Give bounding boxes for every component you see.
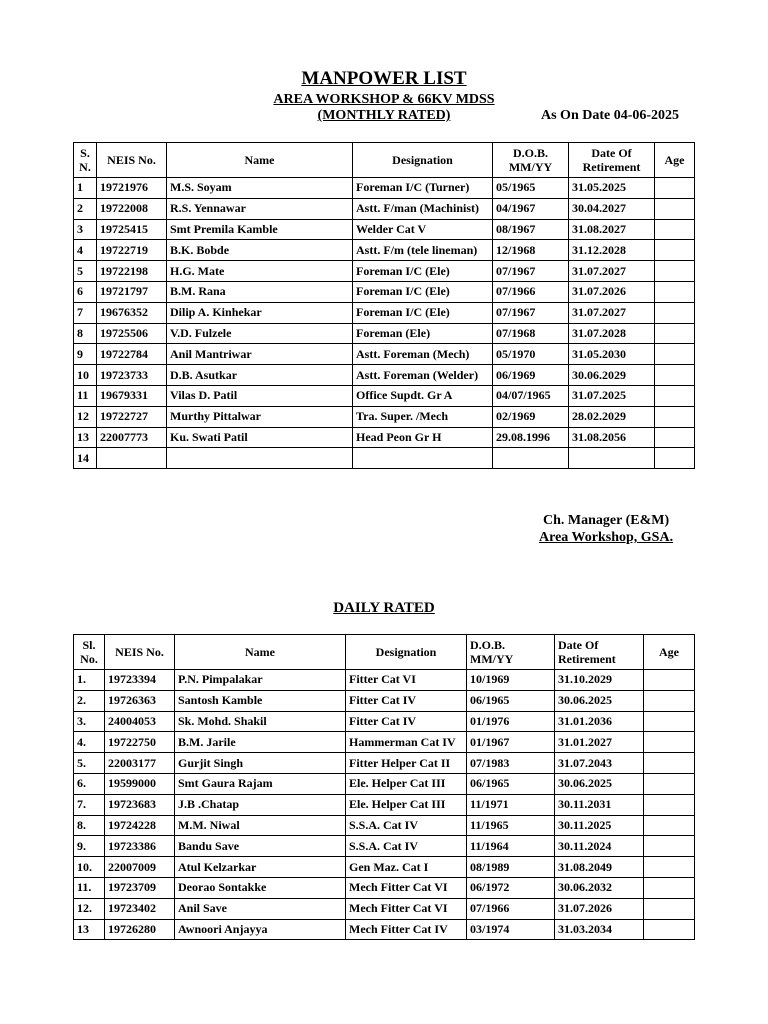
cell-designation: Fitter Helper Cat II bbox=[346, 753, 467, 774]
cell-age bbox=[644, 877, 695, 898]
signature-designation: Ch. Manager (E&M) bbox=[543, 513, 670, 528]
cell-dob: 06/1972 bbox=[467, 877, 555, 898]
cell-retirement-date: 31.07.2043 bbox=[555, 753, 644, 774]
cell-dob bbox=[493, 448, 569, 469]
cell-designation: S.S.A. Cat IV bbox=[346, 836, 467, 857]
cell-dob: 05/1970 bbox=[493, 344, 569, 365]
cell-dob: 07/1983 bbox=[467, 753, 555, 774]
cell-retirement-date: 31.07.2026 bbox=[569, 281, 655, 302]
cell-retirement-date: 31.07.2025 bbox=[569, 385, 655, 406]
column-header-age: Age bbox=[644, 635, 695, 670]
cell-designation: Hammerman Cat IV bbox=[346, 732, 467, 753]
cell-sn: 1 bbox=[74, 178, 97, 199]
column-header-designation: Designation bbox=[353, 143, 493, 178]
cell-sn: 6. bbox=[74, 773, 105, 794]
cell-age bbox=[655, 240, 695, 261]
cell-dob: 07/1966 bbox=[493, 281, 569, 302]
cell-designation: Foreman I/C (Ele) bbox=[353, 302, 493, 323]
cell-sn: 2. bbox=[74, 690, 105, 711]
cell-sn: 2 bbox=[74, 198, 97, 219]
cell-sn: 3 bbox=[74, 219, 97, 240]
cell-name: Deorao Sontakke bbox=[175, 877, 346, 898]
column-header-designation: Designation bbox=[346, 635, 467, 670]
cell-name bbox=[167, 448, 353, 469]
cell-dob: 01/1967 bbox=[467, 732, 555, 753]
table-row bbox=[74, 323, 695, 344]
cell-designation: Gen Maz. Cat I bbox=[346, 857, 467, 878]
cell-neis-no: 22007009 bbox=[105, 857, 175, 878]
cell-name: Murthy Pittalwar bbox=[167, 406, 353, 427]
cell-designation: S.S.A. Cat IV bbox=[346, 815, 467, 836]
cell-dob: 10/1969 bbox=[467, 670, 555, 691]
cell-dob: 08/1989 bbox=[467, 857, 555, 878]
cell-neis-no: 22007773 bbox=[97, 427, 167, 448]
cell-age bbox=[655, 323, 695, 344]
table-row bbox=[74, 261, 695, 282]
cell-neis-no: 19722198 bbox=[97, 261, 167, 282]
column-header-neis: NEIS No. bbox=[97, 143, 167, 178]
table-header-row bbox=[74, 635, 695, 670]
cell-name: Anil Mantriwar bbox=[167, 344, 353, 365]
cell-designation: Head Peon Gr H bbox=[353, 427, 493, 448]
table-row bbox=[74, 240, 695, 261]
cell-sn: 7 bbox=[74, 302, 97, 323]
cell-sn: 11. bbox=[74, 877, 105, 898]
cell-neis-no: 19722719 bbox=[97, 240, 167, 261]
column-header-neis: NEIS No. bbox=[105, 635, 175, 670]
cell-sn: 8. bbox=[74, 815, 105, 836]
table-row bbox=[74, 794, 695, 815]
cell-designation: Fitter Cat IV bbox=[346, 711, 467, 732]
cell-retirement-date: 31.05.2030 bbox=[569, 344, 655, 365]
cell-neis-no: 19676352 bbox=[97, 302, 167, 323]
cell-designation: Astt. F/m (tele lineman) bbox=[353, 240, 493, 261]
cell-retirement-date: 31.01.2036 bbox=[555, 711, 644, 732]
cell-dob: 06/1969 bbox=[493, 365, 569, 386]
cell-retirement-date: 31.07.2028 bbox=[569, 323, 655, 344]
cell-retirement-date: 31.07.2027 bbox=[569, 261, 655, 282]
page-subtitle: AREA WORKSHOP & 66KV MDSS bbox=[273, 92, 495, 107]
cell-designation: Astt. Foreman (Mech) bbox=[353, 344, 493, 365]
cell-age bbox=[644, 711, 695, 732]
cell-name: Bandu Save bbox=[175, 836, 346, 857]
cell-designation: Tra. Super. /Mech bbox=[353, 406, 493, 427]
table-row bbox=[74, 857, 695, 878]
cell-age bbox=[655, 198, 695, 219]
cell-designation: Foreman I/C (Ele) bbox=[353, 281, 493, 302]
cell-neis-no: 19722750 bbox=[105, 732, 175, 753]
cell-neis-no: 19723402 bbox=[105, 898, 175, 919]
table-row bbox=[74, 711, 695, 732]
column-header-dob: D.O.B. MM/YY bbox=[467, 635, 555, 670]
cell-age bbox=[644, 836, 695, 857]
cell-dob: 07/1967 bbox=[493, 261, 569, 282]
cell-retirement-date: 30.06.2025 bbox=[555, 690, 644, 711]
cell-age bbox=[644, 732, 695, 753]
table-row bbox=[74, 427, 695, 448]
cell-age bbox=[644, 919, 695, 940]
cell-retirement-date: 31.07.2027 bbox=[569, 302, 655, 323]
cell-neis-no: 19726280 bbox=[105, 919, 175, 940]
cell-name: B.K. Bobde bbox=[167, 240, 353, 261]
cell-age bbox=[655, 219, 695, 240]
cell-sn: 9. bbox=[74, 836, 105, 857]
cell-designation: Astt. Foreman (Welder) bbox=[353, 365, 493, 386]
cell-name: R.S. Yennawar bbox=[167, 198, 353, 219]
column-header-sl-no: Sl. No. bbox=[74, 635, 105, 670]
cell-dob: 05/1965 bbox=[493, 178, 569, 199]
cell-neis-no: 19724228 bbox=[105, 815, 175, 836]
cell-dob: 07/1967 bbox=[493, 302, 569, 323]
cell-name: D.B. Asutkar bbox=[167, 365, 353, 386]
cell-age bbox=[655, 448, 695, 469]
table-header-row bbox=[74, 143, 695, 178]
cell-retirement-date: 30.06.2032 bbox=[555, 877, 644, 898]
cell-retirement-date: 30.04.2027 bbox=[569, 198, 655, 219]
cell-designation: Welder Cat V bbox=[353, 219, 493, 240]
cell-neis-no: 19722008 bbox=[97, 198, 167, 219]
cell-name: Awnoori Anjayya bbox=[175, 919, 346, 940]
cell-dob: 07/1968 bbox=[493, 323, 569, 344]
cell-name: M.S. Soyam bbox=[167, 178, 353, 199]
cell-neis-no: 22003177 bbox=[105, 753, 175, 774]
cell-dob: 02/1969 bbox=[493, 406, 569, 427]
cell-neis-no: 19723709 bbox=[105, 877, 175, 898]
table-row bbox=[74, 753, 695, 774]
page-subtitle-rated: (MONTHLY RATED) bbox=[317, 108, 451, 123]
table-row bbox=[74, 281, 695, 302]
cell-neis-no: 19725415 bbox=[97, 219, 167, 240]
table-row bbox=[74, 732, 695, 753]
cell-neis-no: 19726363 bbox=[105, 690, 175, 711]
cell-neis-no: 19722727 bbox=[97, 406, 167, 427]
daily-rated-title: DAILY RATED bbox=[333, 600, 435, 616]
cell-sn: 11 bbox=[74, 385, 97, 406]
cell-sn: 9 bbox=[74, 344, 97, 365]
cell-dob: 03/1974 bbox=[467, 919, 555, 940]
cell-designation: Foreman (Ele) bbox=[353, 323, 493, 344]
cell-sn: 7. bbox=[74, 794, 105, 815]
cell-retirement-date: 31.08.2056 bbox=[569, 427, 655, 448]
column-header-dob: D.O.B. MM/YY bbox=[493, 143, 569, 178]
cell-dob: 06/1965 bbox=[467, 773, 555, 794]
cell-age bbox=[644, 753, 695, 774]
cell-age bbox=[655, 178, 695, 199]
cell-name: H.G. Mate bbox=[167, 261, 353, 282]
table-row bbox=[74, 670, 695, 691]
cell-age bbox=[644, 857, 695, 878]
as-on-date: As On Date 04-06-2025 bbox=[541, 108, 680, 123]
table-row bbox=[74, 690, 695, 711]
table-row bbox=[74, 773, 695, 794]
cell-dob: 04/1967 bbox=[493, 198, 569, 219]
cell-sn: 13 bbox=[74, 427, 97, 448]
cell-sn: 8 bbox=[74, 323, 97, 344]
cell-retirement-date: 30.11.2031 bbox=[555, 794, 644, 815]
table-row bbox=[74, 877, 695, 898]
cell-name: Dilip A. Kinhekar bbox=[167, 302, 353, 323]
cell-designation: Fitter Cat VI bbox=[346, 670, 467, 691]
column-header-sn: S. N. bbox=[74, 143, 97, 178]
cell-age bbox=[655, 281, 695, 302]
cell-retirement-date: 28.02.2029 bbox=[569, 406, 655, 427]
table-row bbox=[74, 815, 695, 836]
cell-name: Sk. Mohd. Shakil bbox=[175, 711, 346, 732]
table-row bbox=[74, 406, 695, 427]
cell-dob: 12/1968 bbox=[493, 240, 569, 261]
cell-name: P.N. Pimpalakar bbox=[175, 670, 346, 691]
column-header-name: Name bbox=[167, 143, 353, 178]
cell-retirement-date: 31.07.2026 bbox=[555, 898, 644, 919]
cell-retirement-date: 31.03.2034 bbox=[555, 919, 644, 940]
cell-name: Smt Gaura Rajam bbox=[175, 773, 346, 794]
cell-retirement-date: 31.12.2028 bbox=[569, 240, 655, 261]
cell-designation: Mech Fitter Cat VI bbox=[346, 898, 467, 919]
cell-designation: Mech Fitter Cat IV bbox=[346, 919, 467, 940]
cell-name: J.B .Chatap bbox=[175, 794, 346, 815]
cell-sn: 12 bbox=[74, 406, 97, 427]
cell-age bbox=[644, 815, 695, 836]
cell-dob: 07/1966 bbox=[467, 898, 555, 919]
table-row bbox=[74, 898, 695, 919]
cell-neis-no: 19721797 bbox=[97, 281, 167, 302]
cell-dob: 29.08.1996 bbox=[493, 427, 569, 448]
daily-rated-table bbox=[73, 634, 695, 940]
cell-name: B.M. Rana bbox=[167, 281, 353, 302]
cell-age bbox=[644, 670, 695, 691]
cell-neis-no: 19723683 bbox=[105, 794, 175, 815]
page-title: MANPOWER LIST bbox=[301, 68, 467, 89]
cell-retirement-date: 31.10.2029 bbox=[555, 670, 644, 691]
cell-neis-no: 19679331 bbox=[97, 385, 167, 406]
cell-name: Anil Save bbox=[175, 898, 346, 919]
table-row bbox=[74, 836, 695, 857]
column-header-retirement: Date Of Retirement bbox=[555, 635, 644, 670]
cell-sn: 10 bbox=[74, 365, 97, 386]
column-header-name: Name bbox=[175, 635, 346, 670]
cell-neis-no: 19725506 bbox=[97, 323, 167, 344]
cell-designation: Foreman I/C (Turner) bbox=[353, 178, 493, 199]
cell-age bbox=[655, 365, 695, 386]
cell-name: Vilas D. Patil bbox=[167, 385, 353, 406]
table-row bbox=[74, 919, 695, 940]
cell-designation bbox=[353, 448, 493, 469]
column-header-retirement: Date Of Retirement bbox=[569, 143, 655, 178]
cell-neis-no: 24004053 bbox=[105, 711, 175, 732]
cell-name: B.M. Jarile bbox=[175, 732, 346, 753]
cell-name: Atul Kelzarkar bbox=[175, 857, 346, 878]
cell-age bbox=[655, 261, 695, 282]
cell-sn: 12. bbox=[74, 898, 105, 919]
cell-dob: 11/1971 bbox=[467, 794, 555, 815]
cell-neis-no: 19722784 bbox=[97, 344, 167, 365]
cell-name: Santosh Kamble bbox=[175, 690, 346, 711]
cell-age bbox=[655, 427, 695, 448]
table-row bbox=[74, 385, 695, 406]
cell-age bbox=[655, 344, 695, 365]
cell-dob: 11/1965 bbox=[467, 815, 555, 836]
cell-designation: Ele. Helper Cat III bbox=[346, 794, 467, 815]
cell-neis-no: 19599000 bbox=[105, 773, 175, 794]
signature-office: Area Workshop, GSA. bbox=[539, 530, 674, 545]
cell-age bbox=[655, 406, 695, 427]
cell-retirement-date: 31.05.2025 bbox=[569, 178, 655, 199]
table-row bbox=[74, 198, 695, 219]
cell-sn: 5 bbox=[74, 261, 97, 282]
cell-neis-no: 19723394 bbox=[105, 670, 175, 691]
cell-age bbox=[644, 898, 695, 919]
table-row bbox=[74, 219, 695, 240]
table-row bbox=[74, 302, 695, 323]
table-row bbox=[74, 448, 695, 469]
cell-sn: 14 bbox=[74, 448, 97, 469]
cell-sn: 3. bbox=[74, 711, 105, 732]
cell-designation: Mech Fitter Cat VI bbox=[346, 877, 467, 898]
cell-sn: 13 bbox=[74, 919, 105, 940]
cell-neis-no bbox=[97, 448, 167, 469]
table-row bbox=[74, 365, 695, 386]
cell-age bbox=[655, 302, 695, 323]
cell-sn: 4. bbox=[74, 732, 105, 753]
cell-retirement-date bbox=[569, 448, 655, 469]
cell-dob: 08/1967 bbox=[493, 219, 569, 240]
cell-retirement-date: 31.08.2049 bbox=[555, 857, 644, 878]
cell-dob: 01/1976 bbox=[467, 711, 555, 732]
cell-dob: 06/1965 bbox=[467, 690, 555, 711]
monthly-rated-table bbox=[73, 142, 695, 469]
cell-neis-no: 19723733 bbox=[97, 365, 167, 386]
column-header-age: Age bbox=[655, 143, 695, 178]
cell-retirement-date: 31.01.2027 bbox=[555, 732, 644, 753]
cell-sn: 5. bbox=[74, 753, 105, 774]
table-row bbox=[74, 178, 695, 199]
cell-name: Smt Premila Kamble bbox=[167, 219, 353, 240]
cell-name: Ku. Swati Patil bbox=[167, 427, 353, 448]
cell-designation: Astt. F/man (Machinist) bbox=[353, 198, 493, 219]
cell-designation: Office Supdt. Gr A bbox=[353, 385, 493, 406]
cell-sn: 10. bbox=[74, 857, 105, 878]
cell-name: V.D. Fulzele bbox=[167, 323, 353, 344]
cell-neis-no: 19723386 bbox=[105, 836, 175, 857]
cell-retirement-date: 30.06.2025 bbox=[555, 773, 644, 794]
cell-name: M.M. Niwal bbox=[175, 815, 346, 836]
cell-neis-no: 19721976 bbox=[97, 178, 167, 199]
cell-age bbox=[644, 794, 695, 815]
table-row bbox=[74, 344, 695, 365]
cell-retirement-date: 31.08.2027 bbox=[569, 219, 655, 240]
cell-designation: Fitter Cat IV bbox=[346, 690, 467, 711]
cell-retirement-date: 30.06.2029 bbox=[569, 365, 655, 386]
cell-age bbox=[655, 385, 695, 406]
cell-name: Gurjit Singh bbox=[175, 753, 346, 774]
cell-retirement-date: 30.11.2024 bbox=[555, 836, 644, 857]
cell-sn: 4 bbox=[74, 240, 97, 261]
cell-age bbox=[644, 773, 695, 794]
cell-designation: Ele. Helper Cat III bbox=[346, 773, 467, 794]
cell-dob: 11/1964 bbox=[467, 836, 555, 857]
cell-designation: Foreman I/C (Ele) bbox=[353, 261, 493, 282]
cell-dob: 04/07/1965 bbox=[493, 385, 569, 406]
cell-age bbox=[644, 690, 695, 711]
cell-sn: 6 bbox=[74, 281, 97, 302]
cell-sn: 1. bbox=[74, 670, 105, 691]
cell-retirement-date: 30.11.2025 bbox=[555, 815, 644, 836]
